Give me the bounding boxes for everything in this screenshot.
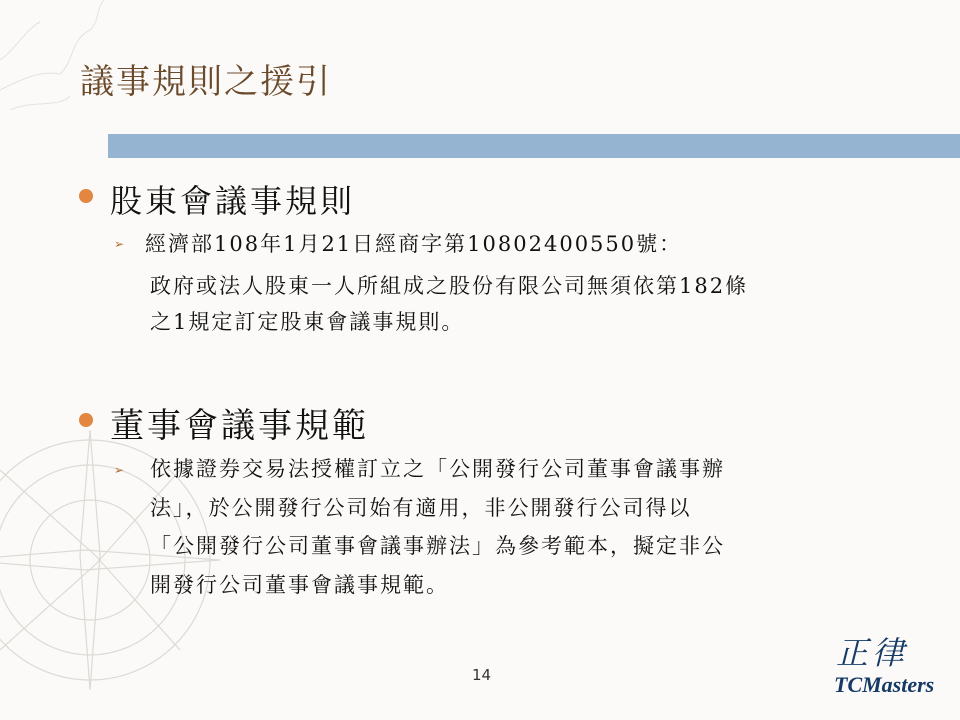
body-line: 政府或法人股東一人所組成之股份有限公司無須依第182條 <box>150 274 749 298</box>
page-number: 14 <box>472 666 492 684</box>
section2-body <box>150 450 900 604</box>
title-underline-bar <box>108 134 960 158</box>
section-heading-board: 董事會議事規範 <box>110 406 369 446</box>
slide-title: 議事規則之援引 <box>80 62 332 102</box>
ministry-ruling-line: 經濟部108年1月21日經商字第10802400550號： <box>145 232 683 256</box>
arrow-bullet-icon: ➢ <box>114 463 125 477</box>
body-line: 開發行公司董事會議事規範。 <box>150 572 449 597</box>
logo-english: TCMasters <box>834 672 935 697</box>
tcmasters-logo <box>828 628 948 704</box>
body-line: 法」，於公開發行公司始有適用，非公開發行公司得以 <box>150 495 692 520</box>
body-line: 依據證券交易法授權訂立之「公開發行公司董事會議事辦 <box>150 457 725 481</box>
bullet-dot-icon <box>79 189 93 203</box>
body-line: 「公開發行公司董事會議事辦法」為參考範本，擬定非公 <box>150 534 725 558</box>
logo-chinese: 正律 <box>836 634 909 672</box>
section1-body <box>150 268 910 340</box>
body-line: 之1規定訂定股東會議事規則。 <box>150 310 465 334</box>
arrow-bullet-icon: ➢ <box>114 237 125 251</box>
section-heading-shareholders: 股東會議事規則 <box>110 182 356 220</box>
bullet-dot-icon <box>79 413 93 427</box>
